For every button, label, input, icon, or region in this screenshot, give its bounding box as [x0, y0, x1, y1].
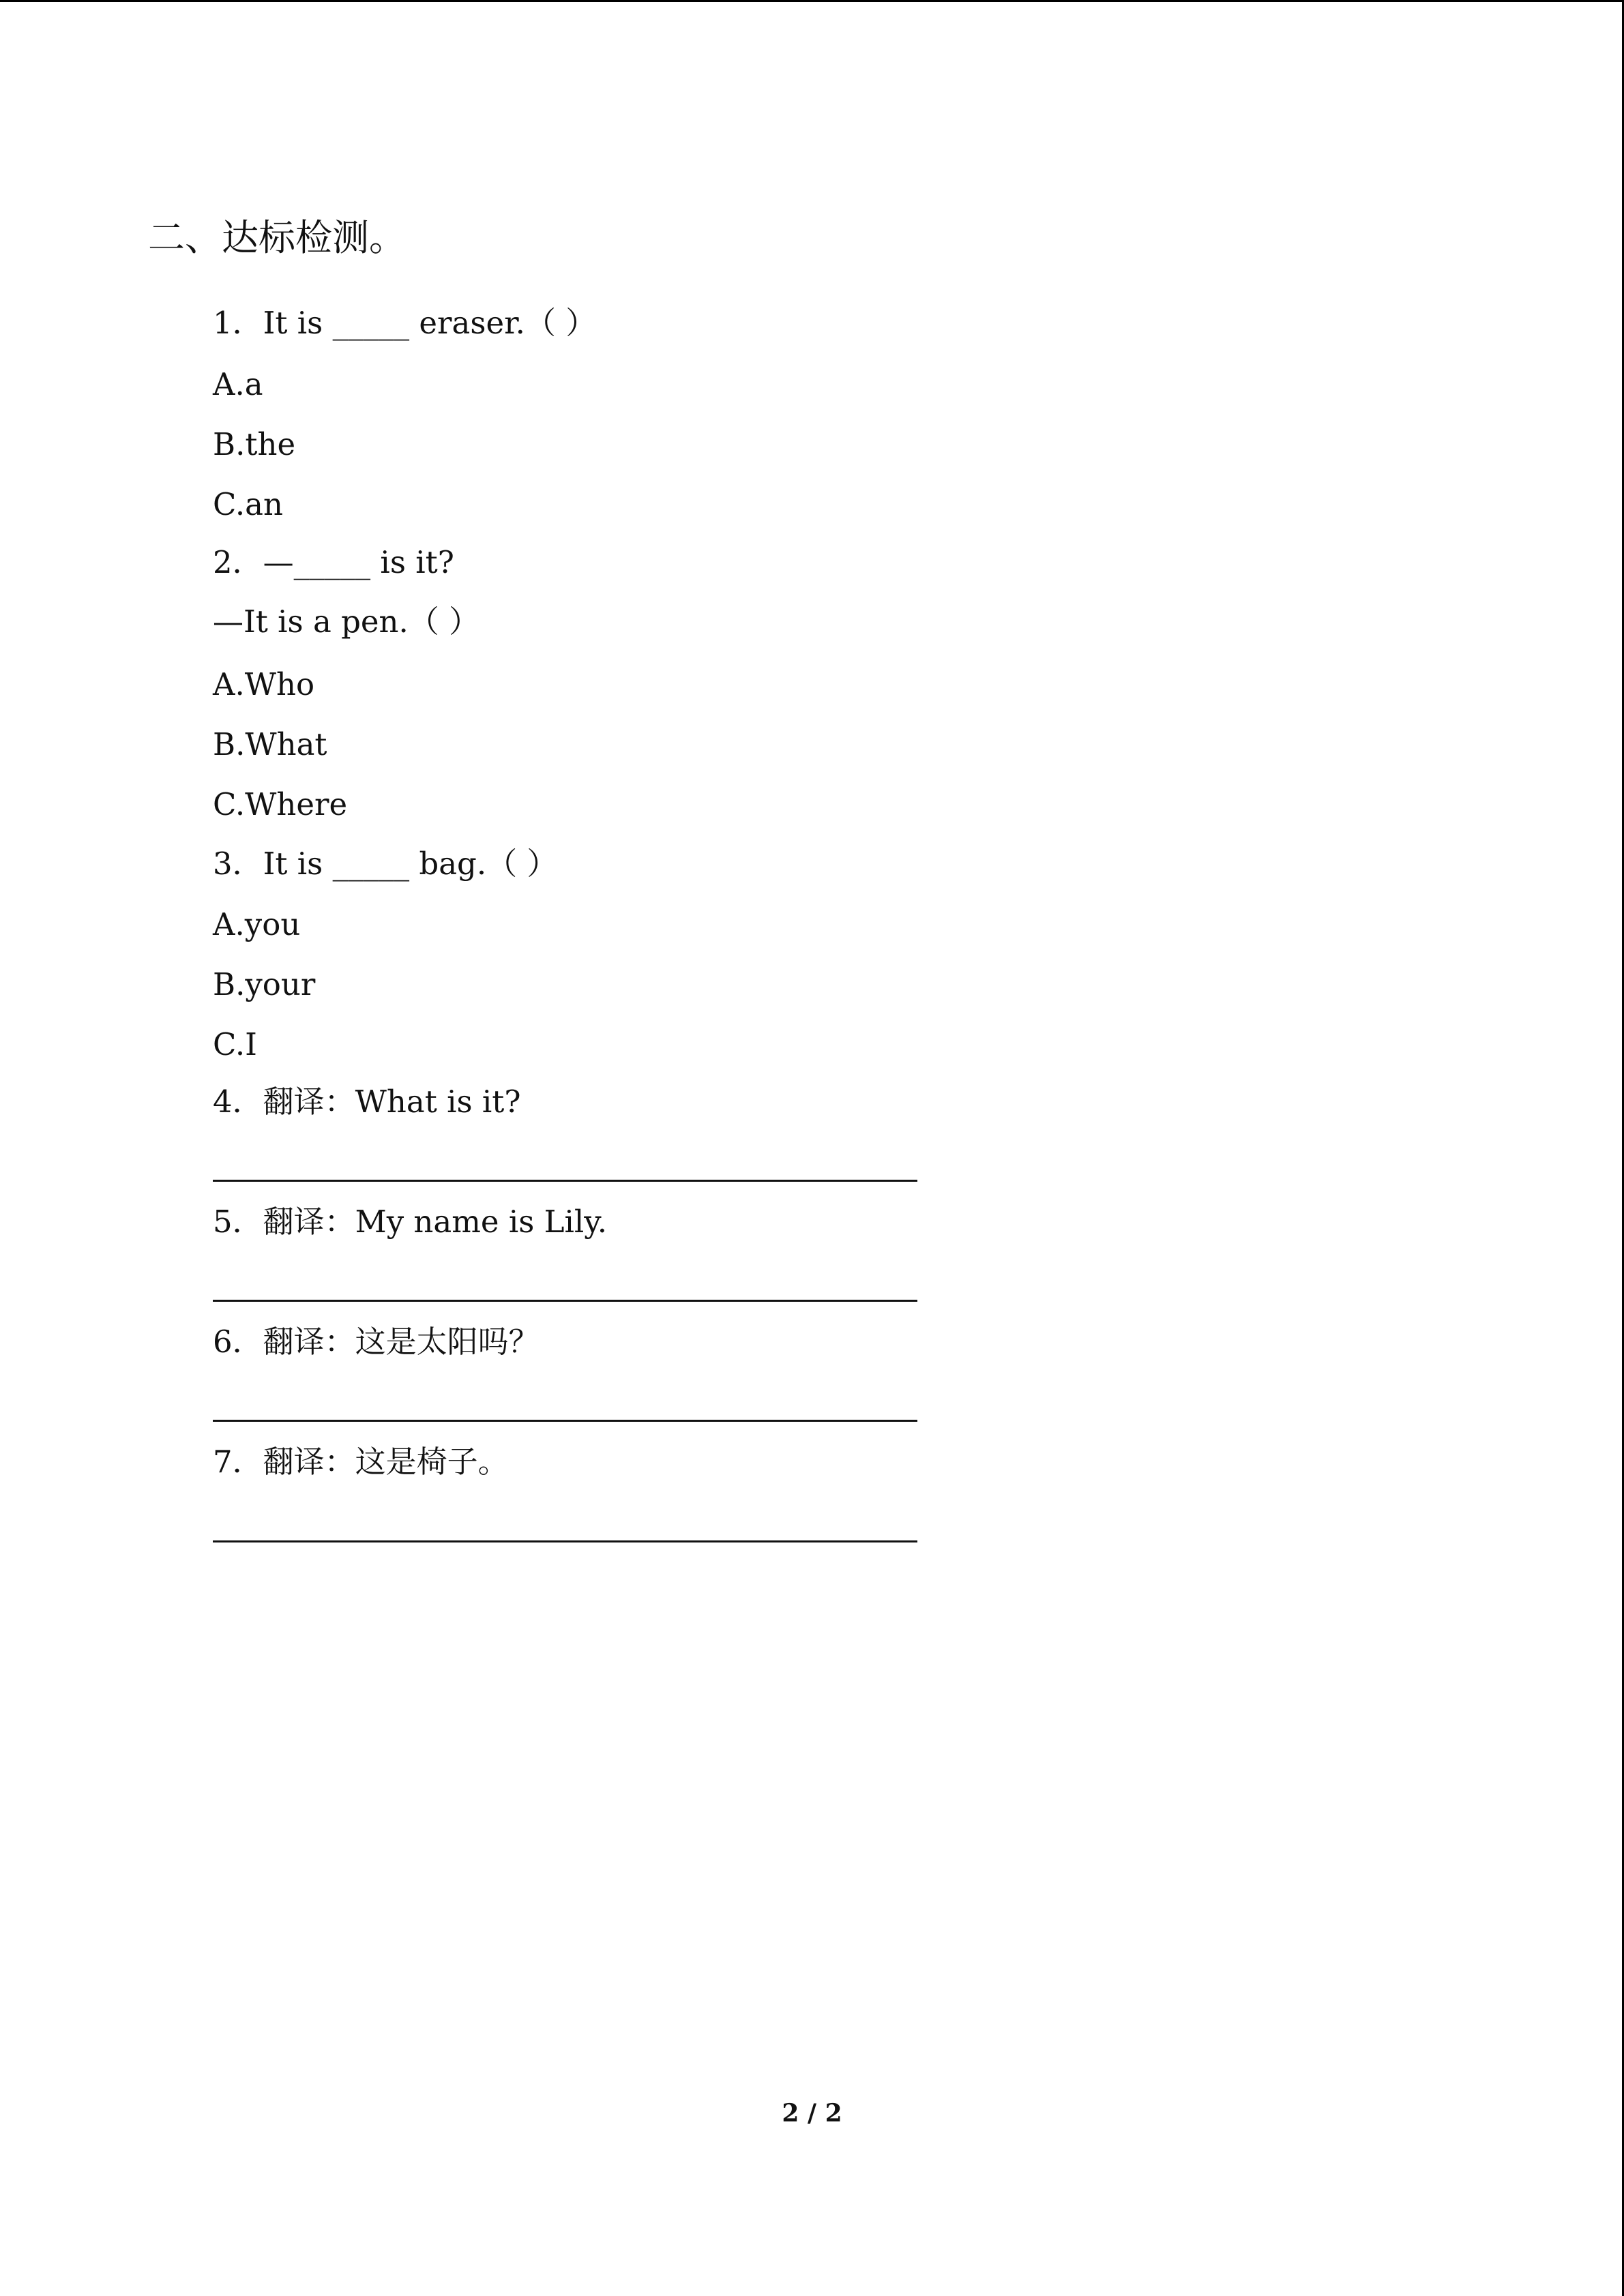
question-2-option-c: C.Where [213, 786, 348, 822]
question-1-stem: 1．It is _____ eraser.（ ） [213, 305, 597, 341]
question-6-answer-line[interactable] [213, 1420, 917, 1422]
question-7-stem: 7．翻译：这是椅子。 [213, 1444, 509, 1480]
question-4-answer-line[interactable] [213, 1180, 917, 1182]
question-5-answer-line[interactable] [213, 1300, 917, 1302]
question-6-stem: 6．翻译：这是太阳吗？ [213, 1324, 540, 1360]
question-1-option-b: B.the [213, 426, 296, 462]
question-7-answer-line[interactable] [213, 1540, 917, 1542]
question-3-stem: 3．It is _____ bag.（ ） [213, 846, 558, 882]
question-5-stem: 5．翻译：My name is Lily. [213, 1204, 608, 1240]
section-title: 二、达标检测。 [148, 216, 406, 259]
question-4-stem: 4．翻译：What is it? [213, 1084, 521, 1120]
question-3-option-b: B.your [213, 966, 316, 1002]
page-border-top [0, 0, 1624, 2]
question-2-option-b: B.What [213, 726, 327, 762]
question-2-stem: 2．—_____ is it? [213, 544, 454, 580]
question-3-option-c: C.I [213, 1026, 257, 1062]
question-1-option-c: C.an [213, 486, 283, 522]
question-3-option-a: A.you [213, 906, 301, 942]
question-1-option-a: A.a [213, 366, 263, 402]
question-2-stem-reply: —It is a pen.（ ） [213, 603, 480, 640]
page-number: 2 / 2 [782, 2099, 842, 2128]
question-2-option-a: A.Who [213, 666, 315, 702]
